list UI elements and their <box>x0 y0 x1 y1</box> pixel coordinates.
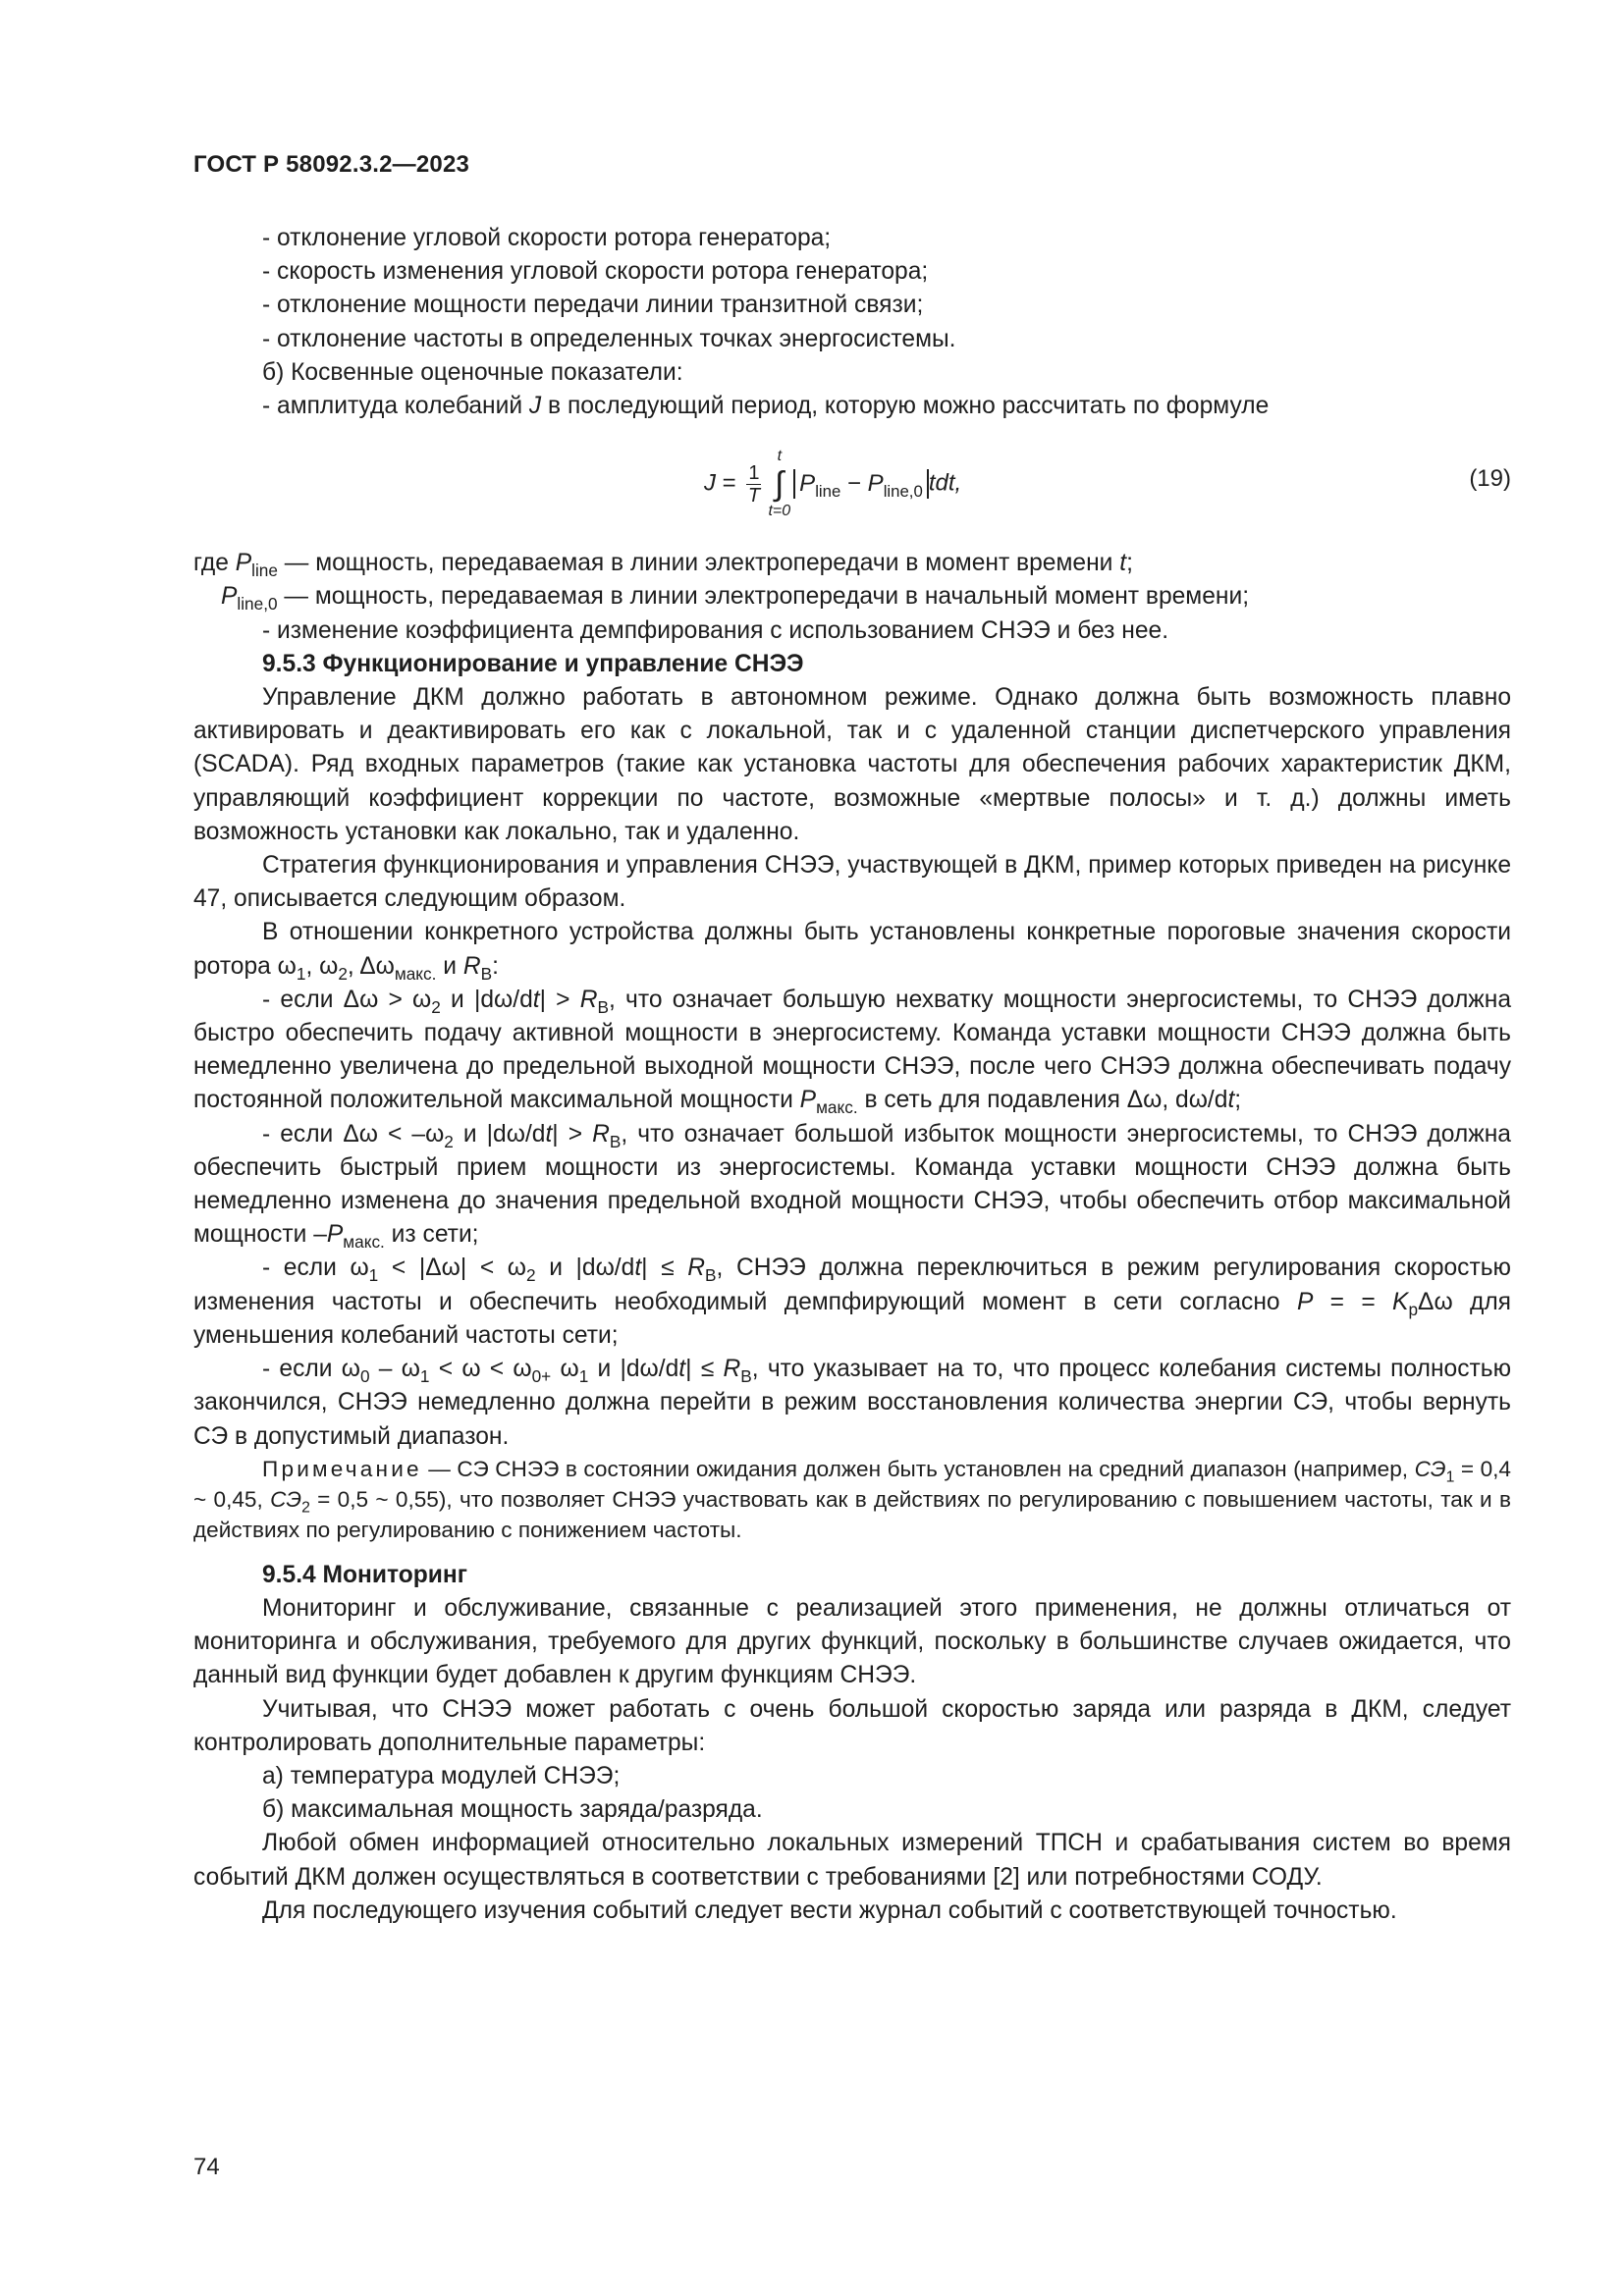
list-item: - скорость изменения угловой скорости ротора генератора; <box>262 258 929 286</box>
note: Примечание — СЭ СНЭЭ в состоянии ожидания должен быть установлен на средний диапазон (например, $СЭ_1 = 0,4$ ~ 0,45, $СЭ_2 = 0,5$ ~ 0,55), что позволяет СНЭЭ участвовать как в действиях по регулированию с повышением частоты, так и в действиях по регулированию с понижением частоты. <box>193 1456 1511 1542</box>
list-item: - отклонение мощности передачи линии транзитной связи; <box>262 292 924 319</box>
section-9-5-4-title: 9.5.4 Мониторинг <box>262 1561 467 1588</box>
paragraph: Управление ДКМ должно работать в автономном режиме. Однако должна быть возможность плавно активировать и деактивировать его как с локальной, так и с удаленной станции диспетчерского управления (SCADA). Ряд входных параметров (такие как установка частоты для обеспечения рабочих характеристик ДКМ, управляющий коэффициент коррекции по частоте, возможные «мертвые полосы» и т. д.) должны иметь возможность установки как локально, так и удаленно. <box>193 684 1511 845</box>
paragraph: Любой обмен информацией относительно локальных измерений ТПСН и срабатывания систем во время событий ДКМ должен осуществляться в соответствии с требованиями [2] или потребностями СОДУ. <box>193 1830 1511 1891</box>
condition-item: - если $\omega_1 < |\Delta\omega| < \omega_2$ и $|d\omega/dt| \le R_B$, СНЭЭ должна переключиться в режим регулирования скоростью изменения частоты и обеспечить необходимый демпфирующий момент в сети согласно P = = $K_p\Delta\omega$ для уменьшения колебаний частоты сети; <box>193 1255 1511 1349</box>
absolute-value: $P_{line} - P_{line,0}$ <box>793 469 929 499</box>
formula-number: (19) <box>1469 465 1511 493</box>
condition-item: - если $\Delta\omega > \omega_2$ и $|d\omega/dt| > R_B$, что означает большую нехватку мощности энергосистемы, то СНЭЭ должна быстро обеспечить подачу активной мощности в энергосистему. Команда уставки мощности СНЭЭ должна быть немедленно увеличена до предельной выходной мощности СНЭЭ, после чего СНЭЭ должна обеспечивать подачу постоянной положительной максимальной мощности $P_{макс.}$ в сеть для подавления Δω, dω/dt; <box>193 986 1512 1118</box>
list-item: а) температура модулей СНЭЭ; <box>262 1762 621 1789</box>
list-item: б) максимальная мощность заряда/разряда. <box>262 1796 763 1824</box>
condition-item: - если $\omega_0 - \omega_1 < \omega < \omega_{0+}$ $\omega_1$ и $|d\omega/dt| \le R_B$, что указывает на то, что процесс колебания системы полностью закончился, СНЭЭ немедленно должна перейти в режим восстановления количества энергии СЭ, чтобы вернуть СЭ в допустимый диапазон. <box>193 1356 1512 1450</box>
page-content <box>193 222 1511 1928</box>
indirect-indicators-label: б) Косвенные оценочные показатели: <box>262 358 683 386</box>
formula-19 <box>193 429 1511 539</box>
paragraph: Учитывая, что СНЭЭ может работать с очень большой скоростью заряда или разряда в ДКМ, следует контролировать дополнительные параметры: <box>193 1695 1511 1756</box>
paragraph: Для последующего изучения событий следует вести журнал событий с соответствующей точностью. <box>262 1896 1397 1924</box>
document-code-header: ГОСТ Р 58092.3.2—2023 <box>193 151 470 178</box>
page-number: 74 <box>193 2154 220 2180</box>
list-item: - отклонение частоты в определенных точках энергосистемы. <box>262 325 956 352</box>
section-9-5-3-title: 9.5.3 Функционирование и управление СНЭЭ <box>262 650 804 677</box>
amplitude-item: - амплитуда колебаний J в последующий период, которую можно рассчитать по формуле <box>262 393 1270 420</box>
note-label: Примечание <box>262 1456 422 1481</box>
paragraph: Стратегия функционирования и управления СНЭЭ, участвующей в ДКМ, пример которых приведен на рисунке 47, описывается следующим образом. <box>193 852 1511 913</box>
where-line-1: где $P_{line}$ — мощность, передаваемая в линии электропередачи в момент времени t; <box>193 550 1133 581</box>
integral-sign: t ∫ t=0 <box>768 448 791 520</box>
fraction: $\frac{1}{T}$ <box>747 461 761 507</box>
damping-item: - изменение коэффициента демпфирования с использованием СНЭЭ и без нее. <box>262 616 1169 644</box>
paragraph: В отношении конкретного устройства должны быть установлены конкретные пороговые значения скорости ротора $\omega_1$, $\omega_2$, $\Delta\omega_{макс.}$ и $R_B$: <box>193 919 1511 984</box>
where-line-2: $P_{line,0}$ — мощность, передаваемая в линии электропередачи в начальный момент времени; <box>221 583 1250 614</box>
list-item: - отклонение угловой скорости ротора генератора; <box>262 225 832 251</box>
paragraph: Мониторинг и обслуживание, связанные с реализацией этого применения, не должны отличаться от мониторинга и обслуживания, требуемого для других функций, поскольку в большинстве случаев ожидается, что данный вид функции будет добавлен к другим функциям СНЭЭ. <box>193 1594 1511 1689</box>
condition-item: - если $\Delta\omega < -\omega_2$ и $|d\omega/dt| > R_B$, что означает большой избыток мощности энергосистемы, то СНЭЭ должна обеспечить быстрый прием мощности из энергосистемы. Команда уставки мощности СНЭЭ должна быть немедленно изменена до значения предельной входной мощности СНЭЭ, чтобы обеспечить отбор максимальной мощности $-P_{макс.}$ из сети; <box>193 1120 1511 1253</box>
formula-body: J = $\frac{1}{T}$ t ∫ $t=0P_{line} - P_{line,0}$ tdt, <box>704 448 962 520</box>
